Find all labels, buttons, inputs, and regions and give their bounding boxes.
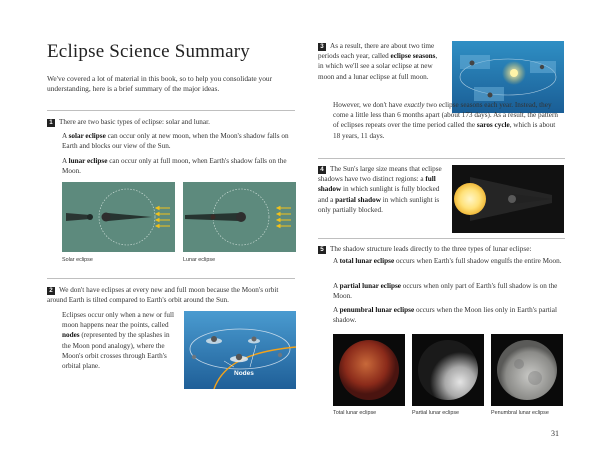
section-5-heading: 5 The shadow structure leads directly to the three types of lunar eclipse: <box>318 244 568 254</box>
section-number-badge: 5 <box>318 246 326 254</box>
penumbral-lunar-eclipse-definition: A penumbral lunar eclipse occurs when the Moon lies only in Earth's partial shadow. <box>333 306 557 325</box>
divider <box>318 238 565 239</box>
total-lunar-eclipse-definition: A total lunar eclipse occurs when Earth's full shadow engulfs the entire Moon. <box>333 257 562 265</box>
section-number-badge: 2 <box>47 287 55 295</box>
nodes-paragraph: Eclipses occur only when a new or full moon happens near the points, called nodes (represented by the splashes in the Moon pond analogy), where the Moon's orbit crosses through Earth's orbital plane. <box>62 311 174 371</box>
section-1-heading: 1 There are two basic types of eclipse: solar and lunar. <box>47 117 297 127</box>
divider <box>47 110 295 111</box>
lunar-eclipse-diagram <box>183 182 296 252</box>
section-number-badge: 1 <box>47 119 55 127</box>
section-4-text: 4 The Sun's large size means that eclipse shadows have two distinct regions: a full shadow in which sunlight is fully blocked and a partial shadow in which sunlight is only partially blocked. <box>318 165 442 214</box>
lunar-eclipse-caption: Lunar eclipse <box>183 257 216 263</box>
moon-pond-diagram <box>184 311 296 389</box>
solar-eclipse-caption: Solar eclipse <box>62 257 93 263</box>
lunar-eclipse-definition: A lunar eclipse can occur only at full moon, when Earth's shadow falls on the Moon. <box>62 157 287 176</box>
solar-eclipse-definition: A solar eclipse can occur only at new moon, when the Moon's shadow falls on Earth and blocks our view of the Sun. <box>62 132 289 151</box>
nodes-label: Nodes <box>234 370 254 377</box>
divider <box>318 158 565 159</box>
saros-paragraph: However, we don't have exactly two eclipse seasons each year. Instead, they come a little less than 6 months apart (about 173 days). As a result, the pattern of eclipses repeats over the time period called the saros cycle, which is about 18 years, 11 days. <box>333 101 558 140</box>
section-2-heading: 2 We don't have eclipses at every new and full moon because the Moon's orbit around Earth is tilted compared to Earth's orbit around the Sun. <box>47 286 279 305</box>
penumbral-lunar-eclipse-caption: Penumbral lunar eclipse <box>491 410 549 416</box>
shadow-structure-diagram <box>452 165 564 233</box>
partial-lunar-eclipse-definition: A partial lunar eclipse occurs when only part of Earth's full shadow is on the Moon. <box>333 282 558 301</box>
page-title: Eclipse Science Summary <box>47 41 250 62</box>
intro-paragraph: We've covered a lot of material in this book, so to help you consolidate your understanding, here is a brief summary of the major ideas. <box>47 74 273 94</box>
page-number: 31 <box>551 429 559 438</box>
total-lunar-eclipse-photo <box>333 334 405 406</box>
section-3-intro: 3 As a result, there are about two time periods each year, called eclipse seasons, in which we'll see a solar eclipse at new moon and a lunar eclipse at full moon. <box>318 42 438 81</box>
solar-eclipse-diagram <box>62 182 175 252</box>
partial-lunar-eclipse-photo <box>412 334 484 406</box>
section-number-badge: 4 <box>318 166 326 174</box>
divider <box>47 278 295 279</box>
total-lunar-eclipse-caption: Total lunar eclipse <box>333 410 377 416</box>
section-number-badge: 3 <box>318 43 326 51</box>
penumbral-lunar-eclipse-photo <box>491 334 563 406</box>
partial-lunar-eclipse-caption: Partial lunar eclipse <box>412 410 460 416</box>
